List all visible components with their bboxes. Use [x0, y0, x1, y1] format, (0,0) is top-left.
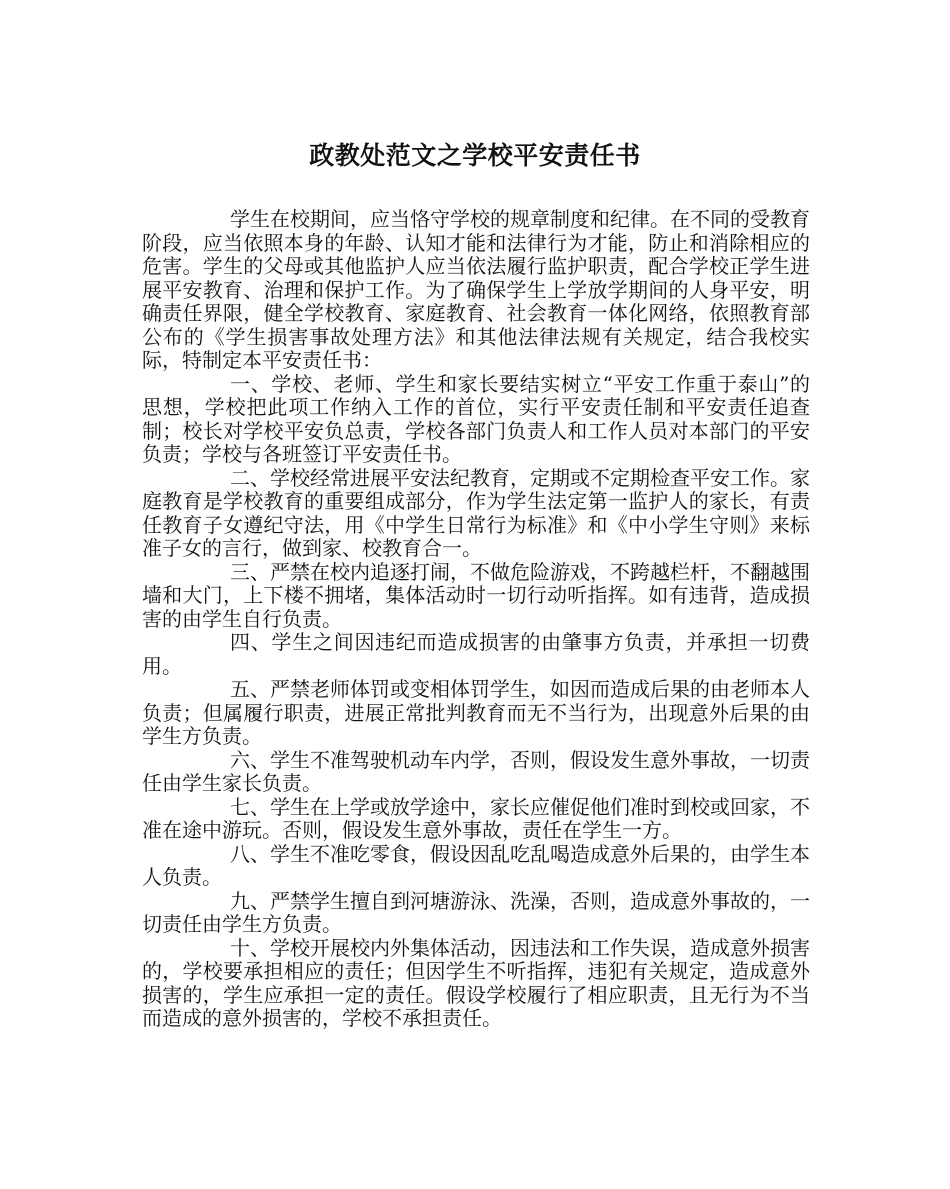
document-body — [142, 208, 810, 1031]
intro-paragraph: 学生在校期间，应当恪守学校的规章制度和纪律。在不同的受教育阶段，应当依照本身的年龄、认知才能和法律行为才能，防止和消除相应的危害。学生的父母或其他监护人应当依法履行监护职责，配合学校正学生进展平安教育、治理和保护工作。为了确保学生上学放学期间的人身平安，明确责任界限，健全学校教育、家庭教育、社会教育一体化网络，依照教育部公布的《学生损害事故处理方法》和其他法律法规有关规定，结合我校实际，特制定本平安责任书： — [142, 207, 810, 372]
clause-7-paragraph: 七、学生在上学或放学途中，家长应催促他们准时到校或回家，不准在途中游玩。否则，假设发生意外事故，责任在学生一方。 — [142, 794, 810, 842]
clause-1-paragraph: 一、学校、老师、学生和家长要结实树立“平安工作重于泰山”的思想，学校把此项工作纳入工作的首位，实行平安责任制和平安责任追查制；校长对学校平安负总责，学校各部门负责人和工作人员对本部门的平安负责；学校与各班签订平安责任书。 — [142, 371, 810, 466]
clause-6-paragraph: 六、学生不准驾驶机动车内学，否则，假设发生意外事故，一切责任由学生家长负责。 — [142, 747, 810, 795]
clause-4-paragraph: 四、学生之间因违纪而造成损害的由肇事方负责，并承担一切费用。 — [142, 630, 810, 678]
clause-3-paragraph: 三、严禁在校内追逐打闹，不做危险游戏，不跨越栏杆，不翻越围墙和大门，上下楼不拥堵，集体活动时一切行动听指挥。如有违背，造成损害的由学生自行负责。 — [142, 559, 810, 631]
clause-5-paragraph: 五、严禁老师体罚或变相体罚学生，如因而造成后果的由老师本人负责；但属履行职责，进展正常批判教育而无不当行为，出现意外后果的由学生方负责。 — [142, 677, 810, 748]
clause-10-paragraph: 十、学校开展校内外集体活动，因违法和工作失误，造成意外损害的，学校要承担相应的责任；但因学生不听指挥，违犯有关规定，造成意外损害的，学生应承担一定的责任。假设学校履行了相应职责，且无行为不当而造成的意外损害的，学校不承担责任。 — [142, 935, 810, 1030]
clause-8-paragraph: 八、学生不准吃零食，假设因乱吃乱喝造成意外后果的，由学生本人负责。 — [142, 841, 810, 889]
document-title: 政教处范文之学校平安责任书 — [309, 141, 641, 170]
clause-2-paragraph: 二、学校经常进展平安法纪教育，定期或不定期检查平安工作。家庭教育是学校教育的重要组成部分，作为学生法定第一监护人的家长，有责任教育子女遵纪守法，用《中学生日常行为标准》和《中小学生守则》来标准子女的言行，做到家、校教育合一。 — [142, 465, 810, 560]
clause-9-paragraph: 九、严禁学生擅自到河塘游泳、洗澡，否则，造成意外事故的，一切责任由学生方负责。 — [142, 888, 810, 936]
